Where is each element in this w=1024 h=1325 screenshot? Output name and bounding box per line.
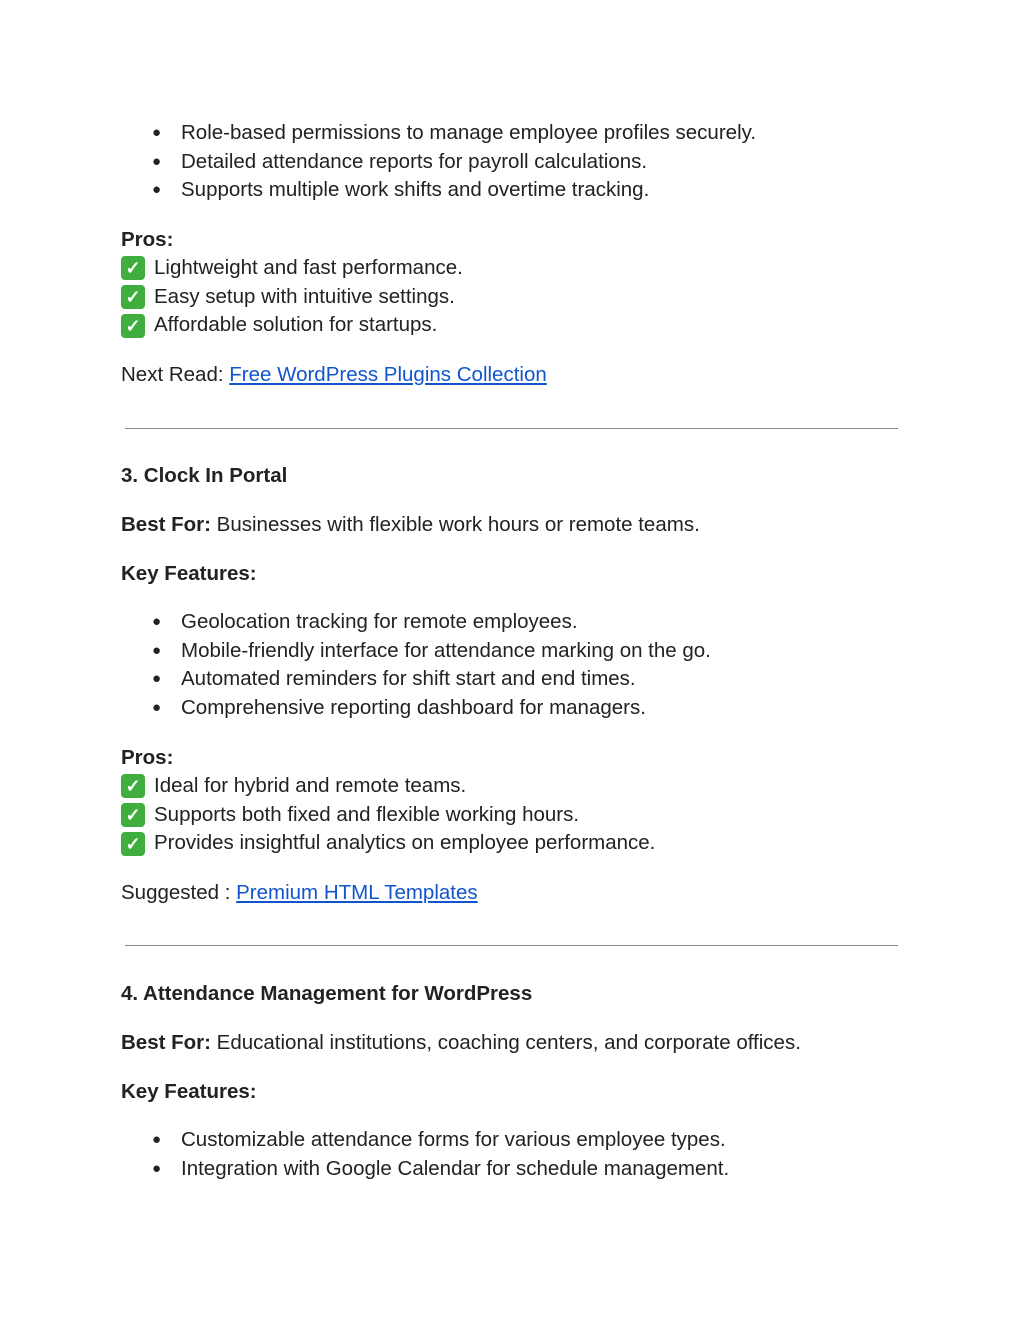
next-read (121, 360, 547, 389)
pro-item: ✓ Ideal for hybrid and remote teams. (121, 772, 655, 801)
list-item: ● Detailed attendance reports for payroll calculations. (152, 148, 756, 177)
check-icon: ✓ (121, 314, 145, 338)
best-for (121, 510, 700, 539)
pros-label: Pros: (121, 746, 174, 769)
feature-list (152, 608, 711, 723)
list-item: ● Integration with Google Calendar for schedule management. (152, 1155, 729, 1184)
suggested (121, 878, 478, 907)
bullet-icon: ● (152, 124, 162, 141)
list-item: ● Comprehensive reporting dashboard for managers. (152, 694, 711, 723)
best-for (121, 1028, 801, 1057)
pro-item: ✓ Affordable solution for startups. (121, 311, 463, 340)
pro-item: ✓ Provides insightful analytics on employee performance. (121, 829, 655, 858)
next-read-label: Next Read: (121, 363, 230, 386)
bullet-icon: ● (152, 613, 162, 630)
bullet-icon: ● (152, 1159, 162, 1177)
best-for-text: Businesses with flexible work hours or remote teams. (210, 513, 700, 536)
bullet-icon: ● (152, 1131, 162, 1148)
suggested-label: Suggested : (121, 881, 237, 904)
list-item: ● Customizable attendance forms for various employee types. (152, 1126, 729, 1155)
bullet-icon: ● (152, 181, 162, 199)
bullet-icon: ● (152, 641, 162, 659)
check-icon: ✓ (121, 285, 145, 309)
bullet-icon: ● (152, 670, 162, 688)
list-item: ● Role-based permissions to manage employee profiles securely. (152, 119, 756, 148)
bullet-icon: ● (152, 699, 162, 717)
next-read-link[interactable]: Free WordPress Plugins Collection (229, 363, 547, 386)
key-features-label: Key Features: (121, 1080, 257, 1103)
feature-list (152, 1126, 729, 1183)
key-features-label: Key Features: (121, 562, 257, 585)
divider (125, 945, 898, 946)
suggested-link[interactable]: Premium HTML Templates (236, 881, 478, 904)
pros-list-top (121, 254, 463, 340)
list-item: ● Supports multiple work shifts and overtime tracking. (152, 176, 756, 205)
best-for-label: Best For: (121, 513, 211, 536)
check-icon: ✓ (121, 774, 145, 798)
check-icon: ✓ (121, 256, 145, 280)
pros-label: Pros: (121, 228, 174, 251)
check-icon: ✓ (121, 803, 145, 827)
list-item: ● Mobile-friendly interface for attendance marking on the go. (152, 637, 711, 666)
list-item: ● Geolocation tracking for remote employees. (152, 608, 711, 637)
pro-item: ✓ Lightweight and fast performance. (121, 254, 463, 283)
pro-item: ✓ Easy setup with intuitive settings. (121, 283, 463, 312)
list-item: ● Automated reminders for shift start and end times. (152, 665, 711, 694)
check-icon: ✓ (121, 832, 145, 856)
best-for-text: Educational institutions, coaching centers, and corporate offices. (210, 1031, 801, 1054)
divider (125, 428, 898, 429)
best-for-label: Best For: (121, 1031, 211, 1054)
section-heading: 4. Attendance Management for WordPress (121, 982, 533, 1005)
bullet-icon: ● (152, 152, 162, 170)
feature-list-top (152, 119, 756, 205)
section-heading: 3. Clock In Portal (121, 464, 288, 487)
pros-list (121, 772, 655, 858)
pro-item: ✓ Supports both fixed and flexible working hours. (121, 801, 655, 830)
